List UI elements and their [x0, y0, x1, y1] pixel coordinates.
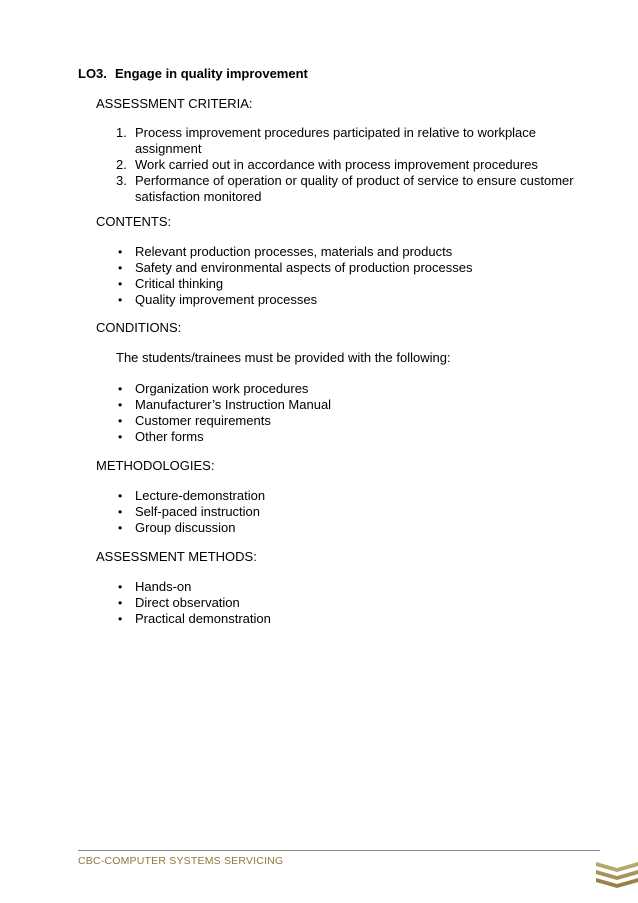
list-item-text: Direct observation: [135, 595, 240, 610]
list-item: [116, 488, 265, 504]
list-item: [116, 413, 331, 429]
list-item-text: Performance of operation or quality of product of service to ensure customer satisfaction monitored: [135, 173, 574, 204]
learning-outcome-number: LO3.: [78, 66, 107, 81]
list-item-text: Lecture-demonstration: [135, 488, 266, 503]
bullet-icon: •: [118, 505, 123, 519]
bullet-icon: •: [118, 430, 123, 444]
list-item-text: Manufacturer’s Instruction Manual: [135, 397, 332, 412]
methodologies-list: [116, 488, 265, 536]
list-number: 3.: [116, 173, 127, 188]
assessment-methods-list: [116, 579, 271, 627]
list-item: [116, 520, 265, 536]
list-item: [116, 595, 271, 611]
list-item-text: Self-paced instruction: [135, 504, 261, 519]
list-item: [116, 125, 586, 157]
list-number: 1.: [116, 125, 127, 140]
list-item: [116, 244, 472, 260]
list-item: [116, 611, 271, 627]
list-item: [116, 579, 271, 595]
contents-list: [116, 244, 472, 308]
learning-outcome-title: [78, 66, 308, 82]
assessment-criteria-list: [116, 125, 586, 205]
list-item-text: Quality improvement processes: [135, 292, 318, 307]
list-item: [116, 381, 331, 397]
list-item-text: Work carried out in accordance with process improvement procedures: [135, 157, 538, 172]
list-item-text: Group discussion: [135, 520, 236, 535]
list-item-text: Practical demonstration: [135, 611, 271, 626]
conditions-intro: The students/trainees must be provided with the following:: [116, 350, 451, 365]
bullet-icon: •: [118, 612, 123, 626]
assessment-criteria-heading: ASSESSMENT CRITERIA:: [96, 96, 253, 111]
contents-heading: CONTENTS:: [96, 214, 172, 229]
list-number: 2.: [116, 157, 127, 172]
bullet-icon: •: [118, 521, 123, 535]
list-item: [116, 504, 265, 520]
list-item: [116, 292, 472, 308]
list-item: [116, 157, 586, 173]
list-item: [116, 260, 472, 276]
bullet-icon: •: [118, 398, 123, 412]
bullet-icon: •: [118, 414, 123, 428]
learning-outcome-text: Engage in quality improvement: [115, 66, 308, 81]
list-item-text: Customer requirements: [135, 413, 271, 428]
footer-title: CBC-COMPUTER SYSTEMS SERVICING: [78, 855, 284, 867]
list-item-text: Safety and environmental aspects of production processes: [135, 260, 473, 275]
conditions-heading: CONDITIONS:: [96, 320, 182, 335]
list-item-text: Other forms: [135, 429, 204, 444]
list-item: [116, 397, 331, 413]
bullet-icon: •: [118, 293, 123, 307]
list-item-text: Organization work procedures: [135, 381, 309, 396]
bullet-icon: •: [118, 261, 123, 275]
footer-divider: [78, 850, 600, 851]
list-item: [116, 276, 472, 292]
bullet-icon: •: [118, 489, 123, 503]
bullet-icon: •: [118, 382, 123, 396]
bullet-icon: •: [118, 580, 123, 594]
chevron-logo-icon: [596, 860, 638, 890]
bullet-icon: •: [118, 245, 123, 259]
list-item: [116, 173, 586, 205]
list-item-text: Hands-on: [135, 579, 192, 594]
bullet-icon: •: [118, 596, 123, 610]
list-item: [116, 429, 331, 445]
methodologies-heading: METHODOLOGIES:: [96, 458, 215, 473]
list-item-text: Process improvement procedures participated in relative to workplace assignment: [135, 125, 537, 156]
bullet-icon: •: [118, 277, 123, 291]
conditions-list: [116, 381, 331, 445]
list-item-text: Relevant production processes, materials and products: [135, 244, 453, 259]
list-item-text: Critical thinking: [135, 276, 224, 291]
assessment-methods-heading: ASSESSMENT METHODS:: [96, 549, 257, 564]
